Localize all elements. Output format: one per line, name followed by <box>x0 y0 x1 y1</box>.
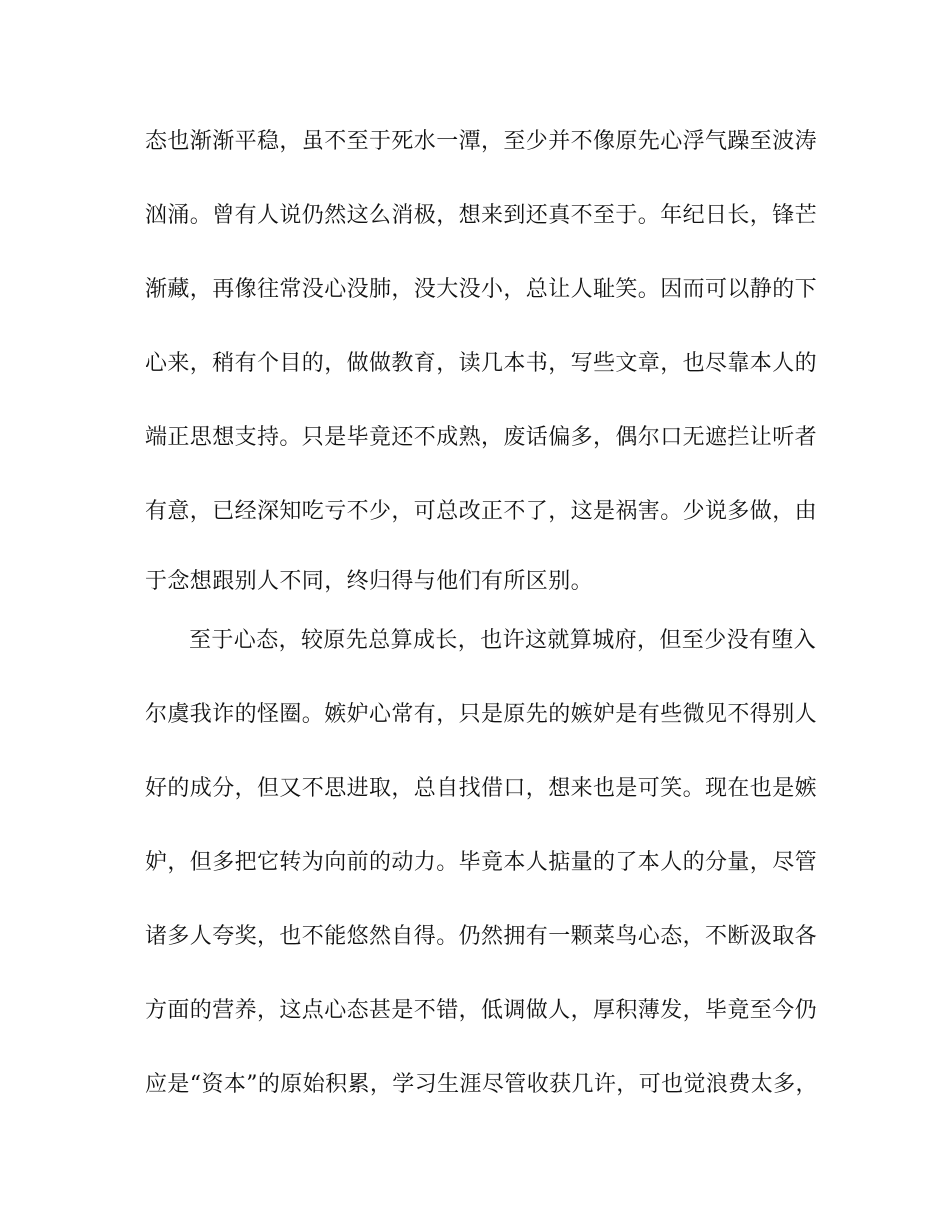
text-line: 汹涌。曾有人说仍然这么消极，想来到还真不至于。年纪日长，锋芒 <box>145 203 818 228</box>
text-line: 态也渐渐平稳，虽不至于死水一潭，至少并不像原先心浮气躁至波涛 <box>145 129 818 154</box>
text-line: 有意，已经深知吃亏不少，可总改正不了，这是祸害。少说多做，由 <box>145 499 818 524</box>
text-line: 渐藏，再像往常没心没肺，没大没小，总让人耻笑。因而可以静的下 <box>145 277 818 302</box>
text-line: 好的成分，但又不思进取，总自找借口，想来也是可笑。现在也是嫉 <box>145 776 818 801</box>
text-line: 方面的营养，这点心态甚是不错，低调做人，厚积薄发，毕竟至今仍 <box>145 998 818 1023</box>
text-line: 于念想跟别人不同，终归得与他们有所区别。 <box>145 569 594 594</box>
text-line: 尔虞我诈的怪圈。嫉妒心常有，只是原先的嫉妒是有些微见不得别人 <box>145 702 818 727</box>
text-line: 心来，稍有个目的，做做教育，读几本书，写些文章，也尽靠本人的 <box>145 351 818 376</box>
text-line: 诸多人夸奖，也不能悠然自得。仍然拥有一颗菜鸟心态，不断汲取各 <box>145 924 818 949</box>
text-line: 妒，但多把它转为向前的动力。毕竟本人掂量的了本人的分量，尽管 <box>145 850 818 875</box>
text-line: 端正思想支持。只是毕竟还不成熟，废话偏多，偶尔口无遮拦让听者 <box>145 425 818 450</box>
paragraph-first-line: 至于心态，较原先总算成长，也许这就算城府，但至少没有堕入 <box>189 628 817 653</box>
text-line: 应是“资本”的原始积累，学习生涯尽管收获几许，可也觉浪费太多， <box>145 1072 818 1097</box>
